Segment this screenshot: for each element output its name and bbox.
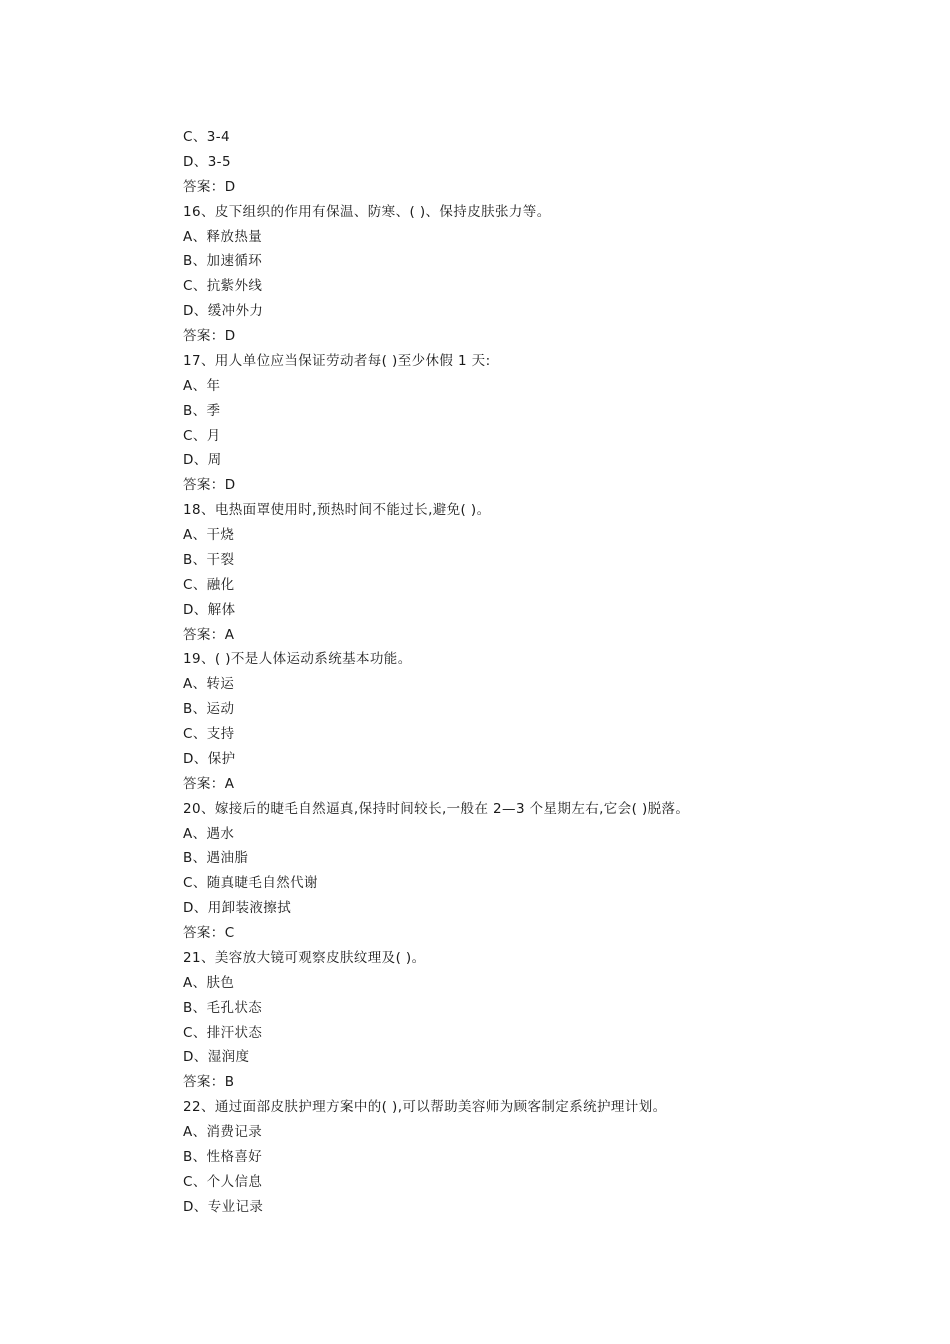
answer-line: 答案：C: [183, 925, 235, 941]
option-line: A、释放热量: [183, 228, 263, 245]
question-line: 20、嫁接后的睫毛自然逼真,保持时间较长,一般在 2—3 个星期左右,它会( )脱落。: [183, 800, 690, 817]
question-line: 22、通过面部皮肤护理方案中的( ),可以帮助美容师为顾客制定系统护理计划。: [183, 1099, 667, 1116]
option-line: A、消费记录: [183, 1124, 263, 1140]
option-line: A、肤色: [183, 974, 235, 991]
option-line: D、保护: [183, 750, 236, 767]
option-line: B、遇油脂: [183, 850, 249, 867]
option-line: D、3-5: [183, 153, 231, 170]
answer-line: 答案：D: [183, 477, 236, 494]
option-line: D、用卸装液擦拭: [183, 900, 292, 917]
document-page-content: [183, 125, 689, 1220]
option-line: A、转运: [183, 676, 235, 693]
option-line: A、年: [183, 377, 221, 394]
question-line: 18、电热面罩使用时,预热时间不能过长,避免( )。: [183, 502, 491, 519]
option-line: D、解体: [183, 601, 236, 618]
option-line: D、专业记录: [183, 1198, 264, 1215]
option-line: A、干烧: [183, 527, 235, 543]
option-line: B、加速循环: [183, 253, 263, 270]
answer-line: 答案：B: [183, 1074, 235, 1091]
option-line: C、抗紫外线: [183, 278, 263, 295]
option-line: C、支持: [183, 726, 235, 742]
answer-line: 答案：D: [183, 328, 236, 344]
answer-line: 答案：D: [183, 178, 236, 195]
option-line: D、周: [183, 452, 222, 469]
option-line: C、排汗状态: [183, 1024, 263, 1041]
answer-line: 答案：A: [183, 626, 235, 643]
option-line: B、性格喜好: [183, 1148, 263, 1165]
question-line: 17、用人单位应当保证劳动者每( )至少休假 1 天:: [183, 352, 491, 369]
option-line: B、干裂: [183, 551, 235, 568]
option-line: A、遇水: [183, 825, 235, 842]
option-line: D、缓冲外力: [183, 303, 264, 320]
option-line: D、湿润度: [183, 1049, 250, 1066]
question-line: 19、( )不是人体运动系统基本功能。: [183, 651, 412, 668]
option-line: C、随真睫毛自然代谢: [183, 875, 318, 892]
question-line: 21、美容放大镜可观察皮肤纹理及( )。: [183, 949, 426, 966]
option-line: B、运动: [183, 701, 235, 718]
option-line: C、个人信息: [183, 1173, 263, 1190]
option-line: C、月: [183, 427, 221, 444]
option-line: B、季: [183, 402, 221, 419]
question-line: 16、皮下组织的作用有保温、防寒、( )、保持皮肤张力等。: [183, 203, 551, 220]
option-line: B、毛孔状态: [183, 999, 263, 1016]
option-line: C、3-4: [183, 129, 230, 145]
answer-line: 答案：A: [183, 775, 235, 792]
option-line: C、融化: [183, 576, 235, 593]
